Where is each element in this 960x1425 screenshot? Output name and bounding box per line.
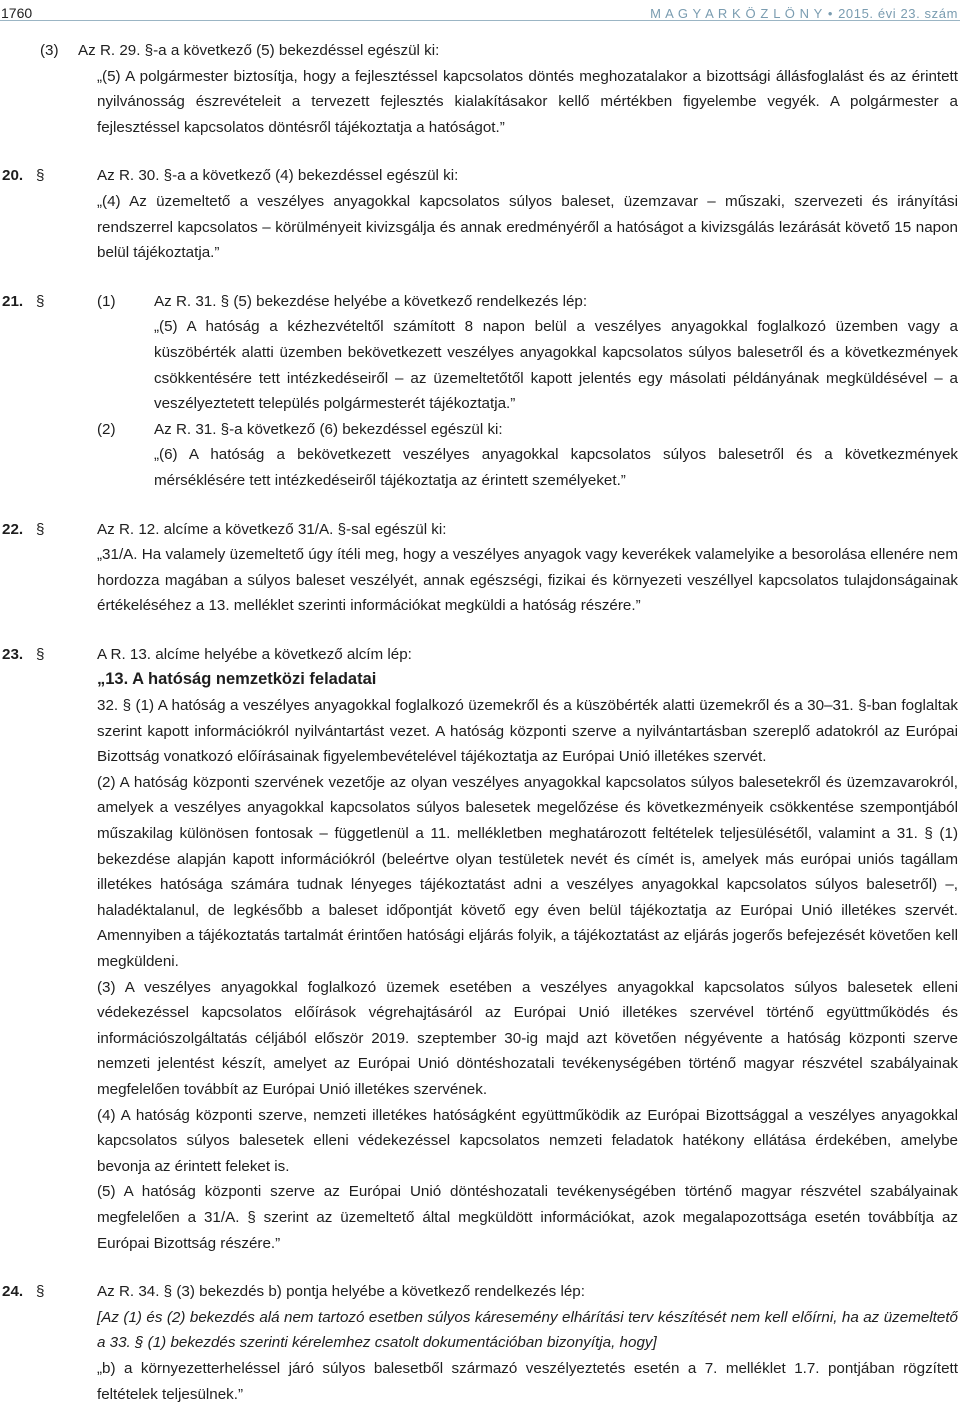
section-number: 20. [2,167,24,185]
amendment-text: „(5) A hatóság a kézhezvételtől számított 8 napon belül a veszélyes anyagokkal foglalkozó üzemben vagy a küszöbérték alatti üzemben bekövetkezett veszélyes anyagokkal kapcsolatos súlyos balesetről és a következmények csökkentésére tett intézkedéseiről – az üzemeltetőtől kapott jelentés egy másolati példányának megküldésével – a veszélyeztetett település polgármesterét tájékoztatja.” [154,318,958,413]
section-number: 22. [2,520,24,538]
paragraph-32-1: 32. § (1) A hatóság a veszélyes anyagokkal foglalkozó üzemekről és a küszöbérték alatti üzemekről és a 30–31. §-ban foglaltak szerint kapott információkról nyilvántartást vezet. A hatóság központi szerve a nyilvántartásban szereplő adatokról az Európai Bizottság vonatkozó előírásainak figyelembevételével tájékoztatja az Európai Unió illetékes szervét. [97,697,958,766]
section-intro: A R. 13. alcíme helyébe a következő alcím lép: [97,645,412,663]
section-mark: § [36,520,45,538]
section-22 [2,517,958,619]
italic-context-text: [Az (1) és (2) bekezdés alá nem tartozó esetben súlyos káresemény elhárítási terv készítését nem kell előírni, ha az üzemeltető a 33. § (1) bekezdés szerinti kérelemhez csatolt dokumentációban bizonyítja, hogy] [97,1308,958,1352]
page-header [0,0,960,20]
amendment-text: „(6) A hatóság a bekövetkezett veszélyes anyagokkal kapcsolatos súlyos balesetről és a következmények mérséklésére tett intézkedéseiről tájékoztatja az érintett személyeket.” [154,446,958,489]
sub-intro-text: Az R. 31. § (5) bekezdése helyébe a következő rendelkezés lép: [154,292,588,310]
section-21 [2,289,958,494]
issue-info: 2015. évi 23. szám [838,6,958,21]
journal-name: M A G Y A R K Ö Z L Ö N Y [650,6,823,21]
document-body [2,38,958,1407]
subtitle-heading: „13. A hatóság nemzetközi feladatai [97,670,377,689]
amendment-text: „31/A. Ha valamely üzemeltető úgy ítéli meg, hogy a veszélyes anyagok vagy keverékek valamelyike a besorolása ellenére nem hordozza magában a súlyos baleset veszélyét, annak egészségi, fizikai és környezeti veszéllyel kapcsolatos tulajdonságainak értékeléséhez a 13. melléklet szerinti információkat megküldi a hatóság részére.” [97,546,958,615]
sub-intro-text: Az R. 29. §-a a következő (5) bekezdéssel egészül ki: [78,42,440,59]
amendment-text: „b) a környezetterheléssel járó súlyos balesetből származó veszélyeztetés esetén a 7. melléklet 1.7. pontjában rögzített feltételek teljesülnek.” [97,1359,958,1403]
paragraph-32-5: (5) A hatóság központi szerve az Európai Unió döntéshozatali tevékenységében történő magyar részvétel szabályainak megfelelően a 31/A. § szerint az üzemeltető által megküldött információkat, azok megalapozottsága esetén továbbítja az Európai Bizottság részére.” [97,1183,958,1252]
section-intro: Az R. 34. § (3) bekezdés b) pontja helyébe a következő rendelkezés lép: [97,1283,585,1301]
sub-label: (2) [97,420,116,438]
section-mark: § [36,645,45,663]
section-number: 21. [2,292,24,310]
section-23 [2,642,958,1256]
section-mark: § [36,167,45,185]
paragraph-32-2: (2) A hatóság központi szervének vezetője az olyan veszélyes anyagokkal kapcsolatos súlyos balesetekről és üzemzavarokról, amelyek a veszélyes anyagokkal kapcsolatos súlyos balesetek megelőzése és következményeik csökkentése szempontjából műszakilag különösen fontosak – függetlenül a 11. mellékletben meghatározott feltételek teljesülésétől, valamint a 31. § (1) bekezdése alapján kapott információkról (beleértve olyan testületek nevét és címét is, amelyek más európai uniós tagállam illetékes hatósága számára tudnak lényeges tájékoztatást adni a veszélyes anyagokkal kapcsolatos súlyos balesetről) –, haladéktalanul, de legkésőbb a baleset időpontját követő egy éven belül tájékoztatja az Európai Unió illetékes szervét. Amennyiben a tájékoztatás tartalmát érintően hatósági eljárás folyik, a tájékoztatást az eljárás jogerős befejezését követően kell megküldeni. [97,773,958,970]
bullet-separator: • [827,6,834,21]
sub-3-intro [40,38,958,64]
section-mark: § [36,292,45,310]
header-rule [0,20,960,21]
page-number: 1760 [1,5,33,21]
paragraph-32-4: (4) A hatóság központi szerve, nemzeti illetékes hatóságként együttműködik az Európai Bizottsággal a veszélyes anyagokkal kapcsolatos súlyos balesetek elleni védekezéssel kapcsolatos nemzeti feladatok hatékony ellátása érdekében, amelybe bevonja az érintett feleket is. [97,1106,958,1175]
paragraph-32-3: (3) A veszélyes anyagokkal foglalkozó üzemek esetében a veszélyes anyagokkal kapcsolatos súlyos balesetek elleni védekezéssel kapcsolatos előírások végrehajtásáról az Európai Unió illetékes szervével történő együttműködés és információszolgáltatás céljából először 2019. szeptember 30-ig majd azt követően négyévente a hatóság központi szerve nemzeti jelentést készít, amelyet az Európai Unió döntéshozatali tevékenységében történő magyar részvétel szabályainak megfelelően továbbít az Európai Unió illetékes szervének. [97,978,958,1098]
sub-label: (3) [40,42,59,59]
section-number: 23. [2,645,24,663]
amendment-text: „(4) Az üzemeltető a veszélyes anyagokkal kapcsolatos súlyos baleset, üzemzavar – műszaki, szervezeti és irányítási rendszerrel kapcsolatos – körülményeit kivizsgálja és annak eredményéről a hatóságot a kivizsgálás lezárását követő 15 napon belül tájékoztatja.” [97,192,958,262]
sub-1-intro [40,289,958,315]
section-mark: § [36,1283,45,1301]
sub-intro-text: Az R. 31. §-a következő (6) bekezdéssel egészül ki: [154,420,503,438]
section-intro: Az R. 30. §-a a következő (4) bekezdéssel egészül ki: [97,167,459,185]
amendment-text: „(5) A polgármester biztosítja, hogy a fejlesztéssel kapcsolatos döntés meghozatalakor a bizottsági állásfoglalást és az érintett nyilvánosság észrevételeit a tervezett fejlesztés kialakításakor kellő mértékben figyelembe vegyék. A polgármester a fejlesztéssel kapcsolatos döntésről tájékoztatja a hatóságot.” [97,67,958,136]
section-number: 24. [2,1283,24,1301]
journal-title [650,1,958,27]
section-19-sub-3 [40,38,958,140]
section-intro: Az R. 12. alcíme a következő 31/A. §-sal egészül ki: [97,520,447,538]
sub-2-intro [40,417,958,443]
sub-label: (1) [97,292,116,310]
section-20 [2,163,958,265]
section-24 [2,1279,958,1407]
